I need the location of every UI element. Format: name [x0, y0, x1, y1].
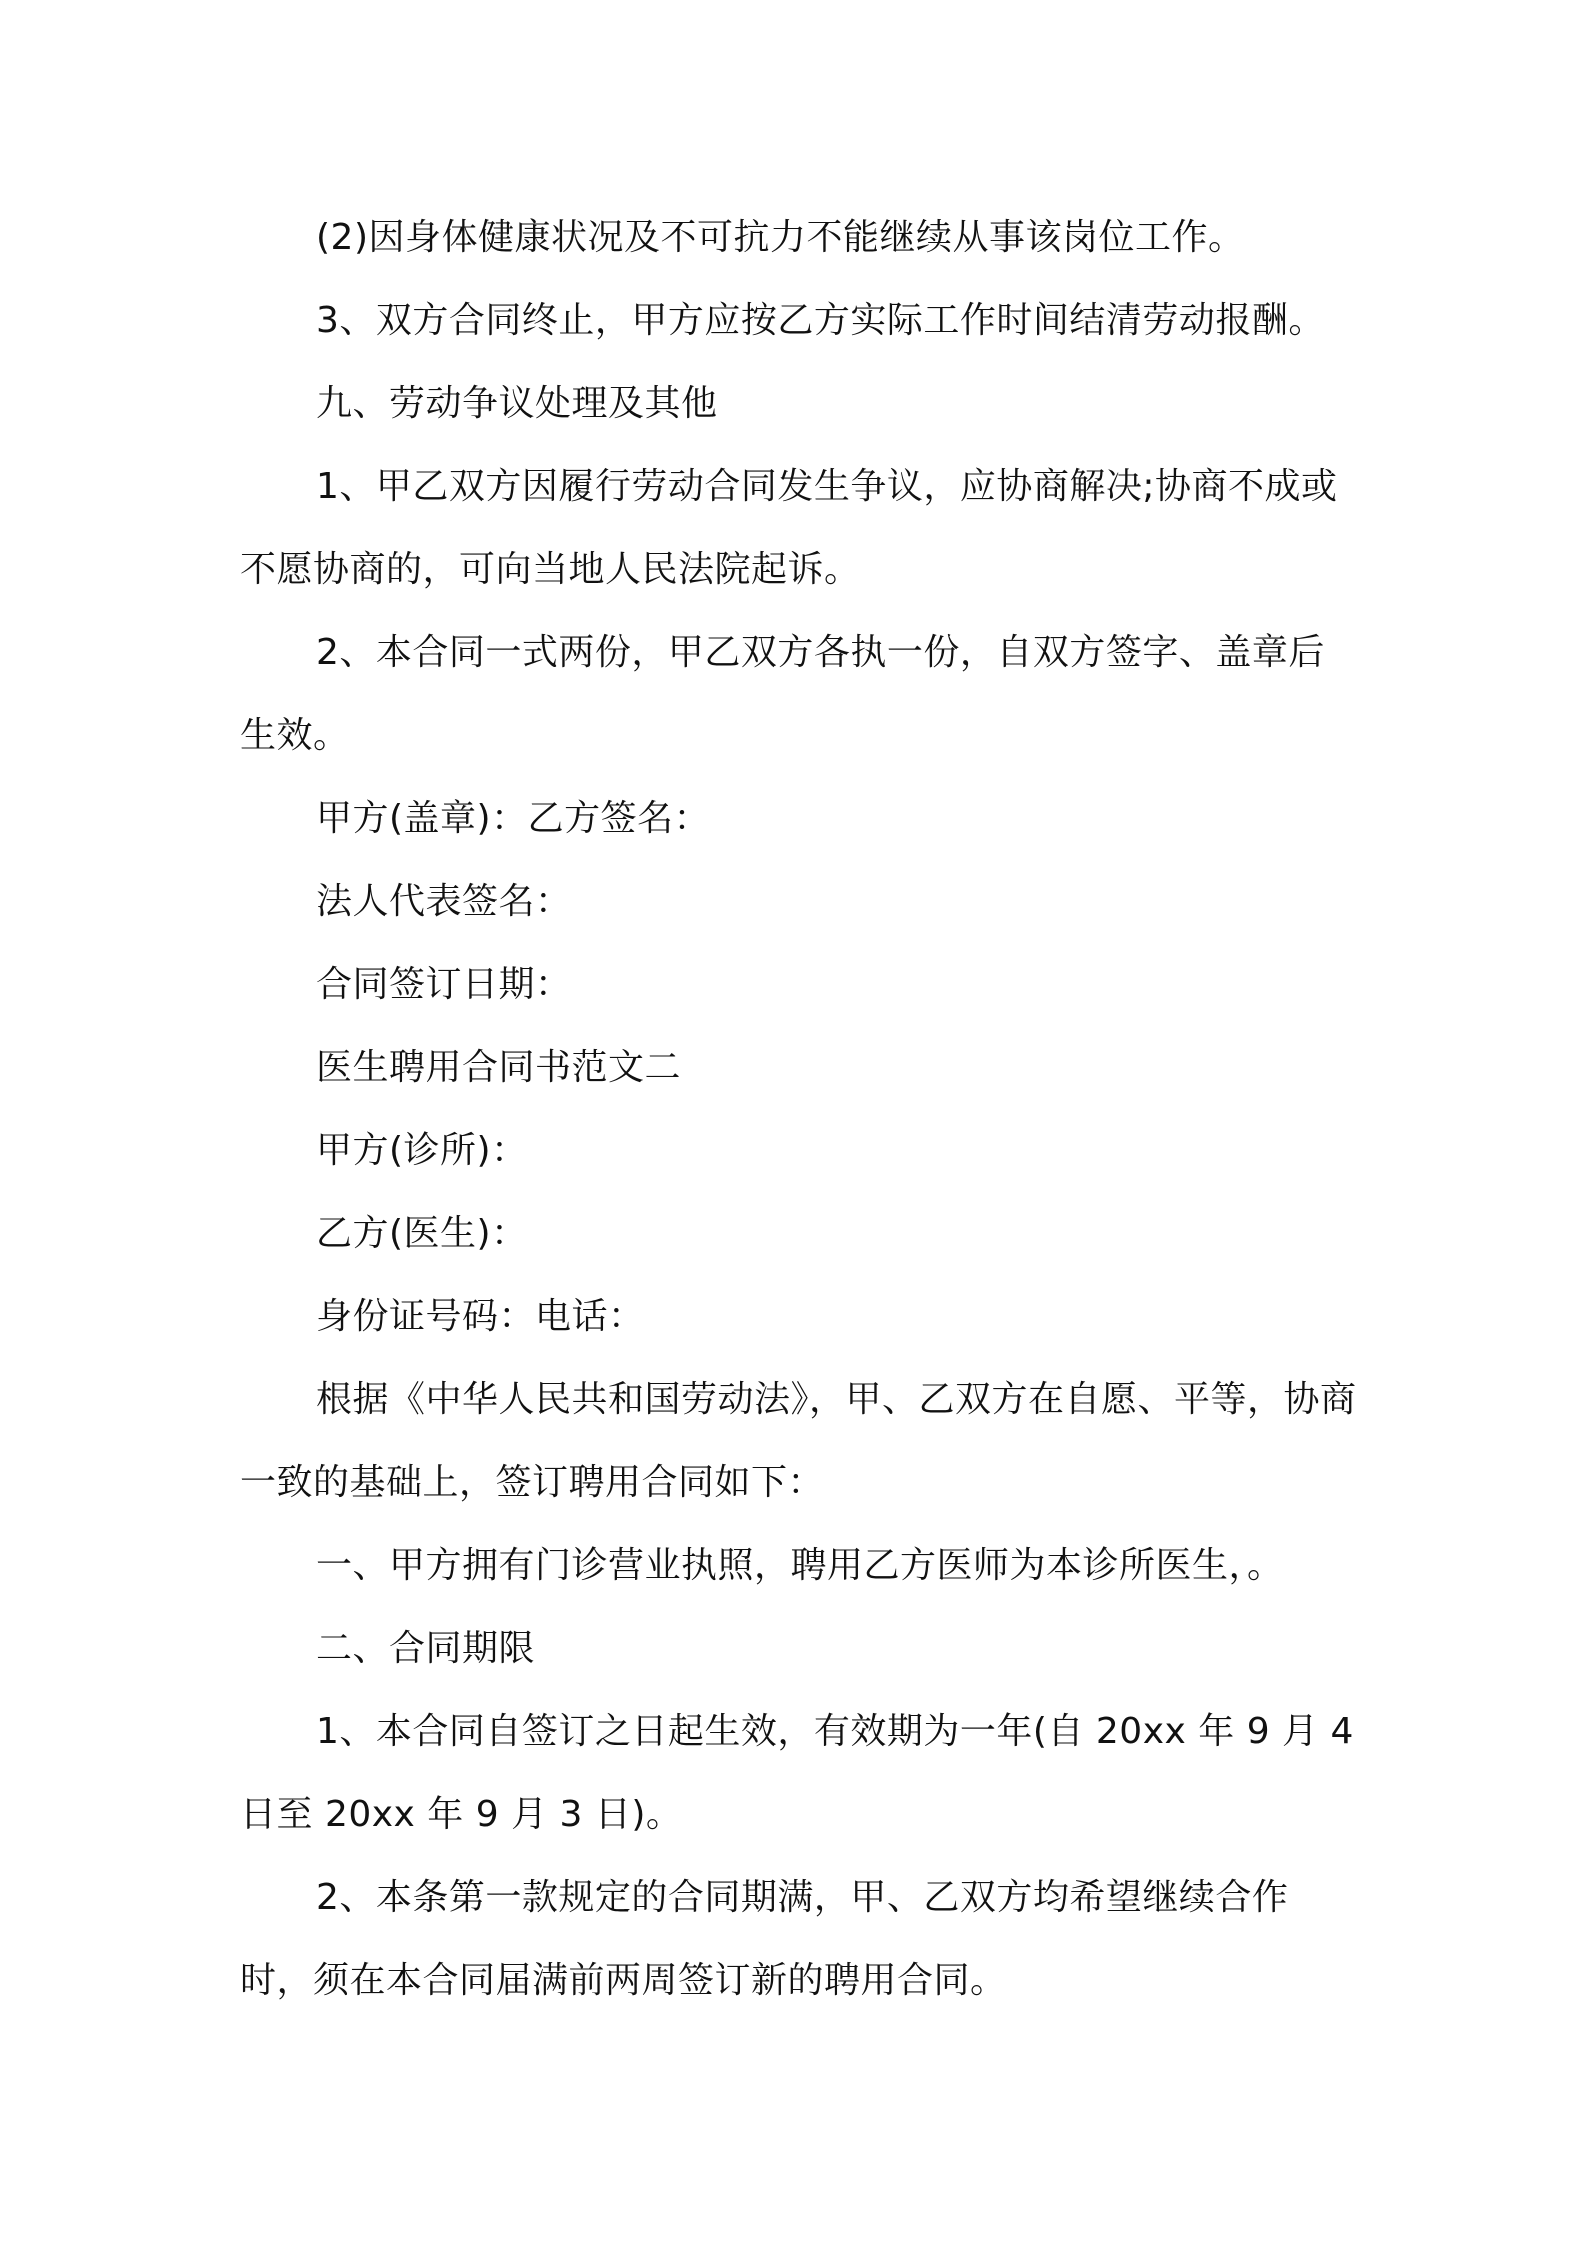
section-heading-disputes: 九、劳动争议处理及其他 — [316, 383, 718, 424]
party-b-doctor: 乙方(医生)： — [316, 1213, 528, 1254]
document-title-sample-two: 医生聘用合同书范文二 — [316, 1047, 682, 1088]
paragraph-dispute-resolution: 1、甲乙双方因履行劳动合同发生争议，应协商解决;协商不成或不愿协商的，可向当地人民法院起诉。 — [240, 466, 1338, 590]
section-heading-contract-term: 二、合同期限 — [316, 1628, 536, 1669]
clause-term-validity: 1、本合同自签订之日起生效，有效期为一年(自 20xx 年 9 月 4 日至 20xx 年 9 月 3 日)。 — [240, 1711, 1354, 1835]
paragraph-termination-settlement: 3、双方合同终止，甲方应按乙方实际工作时间结清劳动报酬。 — [316, 300, 1325, 341]
signature-legal-representative: 法人代表签名： — [316, 881, 572, 922]
document-body — [240, 196, 1360, 2022]
paragraph-legal-basis: 根据《中华人民共和国劳动法》，甲、乙双方在自愿、平等，协商一致的基础上，签订聘用合同如下： — [240, 1379, 1357, 1503]
id-number-phone: 身份证号码：电话： — [316, 1296, 645, 1337]
signing-date: 合同签订日期： — [316, 964, 572, 1005]
party-a-clinic: 甲方(诊所)： — [316, 1130, 528, 1171]
paragraph-copies: 2、本合同一式两份，甲乙双方各执一份，自双方签字、盖章后生效。 — [240, 632, 1325, 756]
clause-term-renewal: 2、本条第一款规定的合同期满，甲、乙双方均希望继续合作时，须在本合同届满前两周签订新的聘用合同。 — [240, 1877, 1289, 2001]
clause-one-license: 一、甲方拥有门诊营业执照，聘用乙方医师为本诊所医生，。 — [316, 1545, 1284, 1586]
paragraph-termination-health: (2)因身体健康状况及不可抗力不能继续从事该岗位工作。 — [316, 217, 1245, 258]
signature-party-a-seal: 甲方(盖章)：乙方签名： — [316, 798, 711, 839]
